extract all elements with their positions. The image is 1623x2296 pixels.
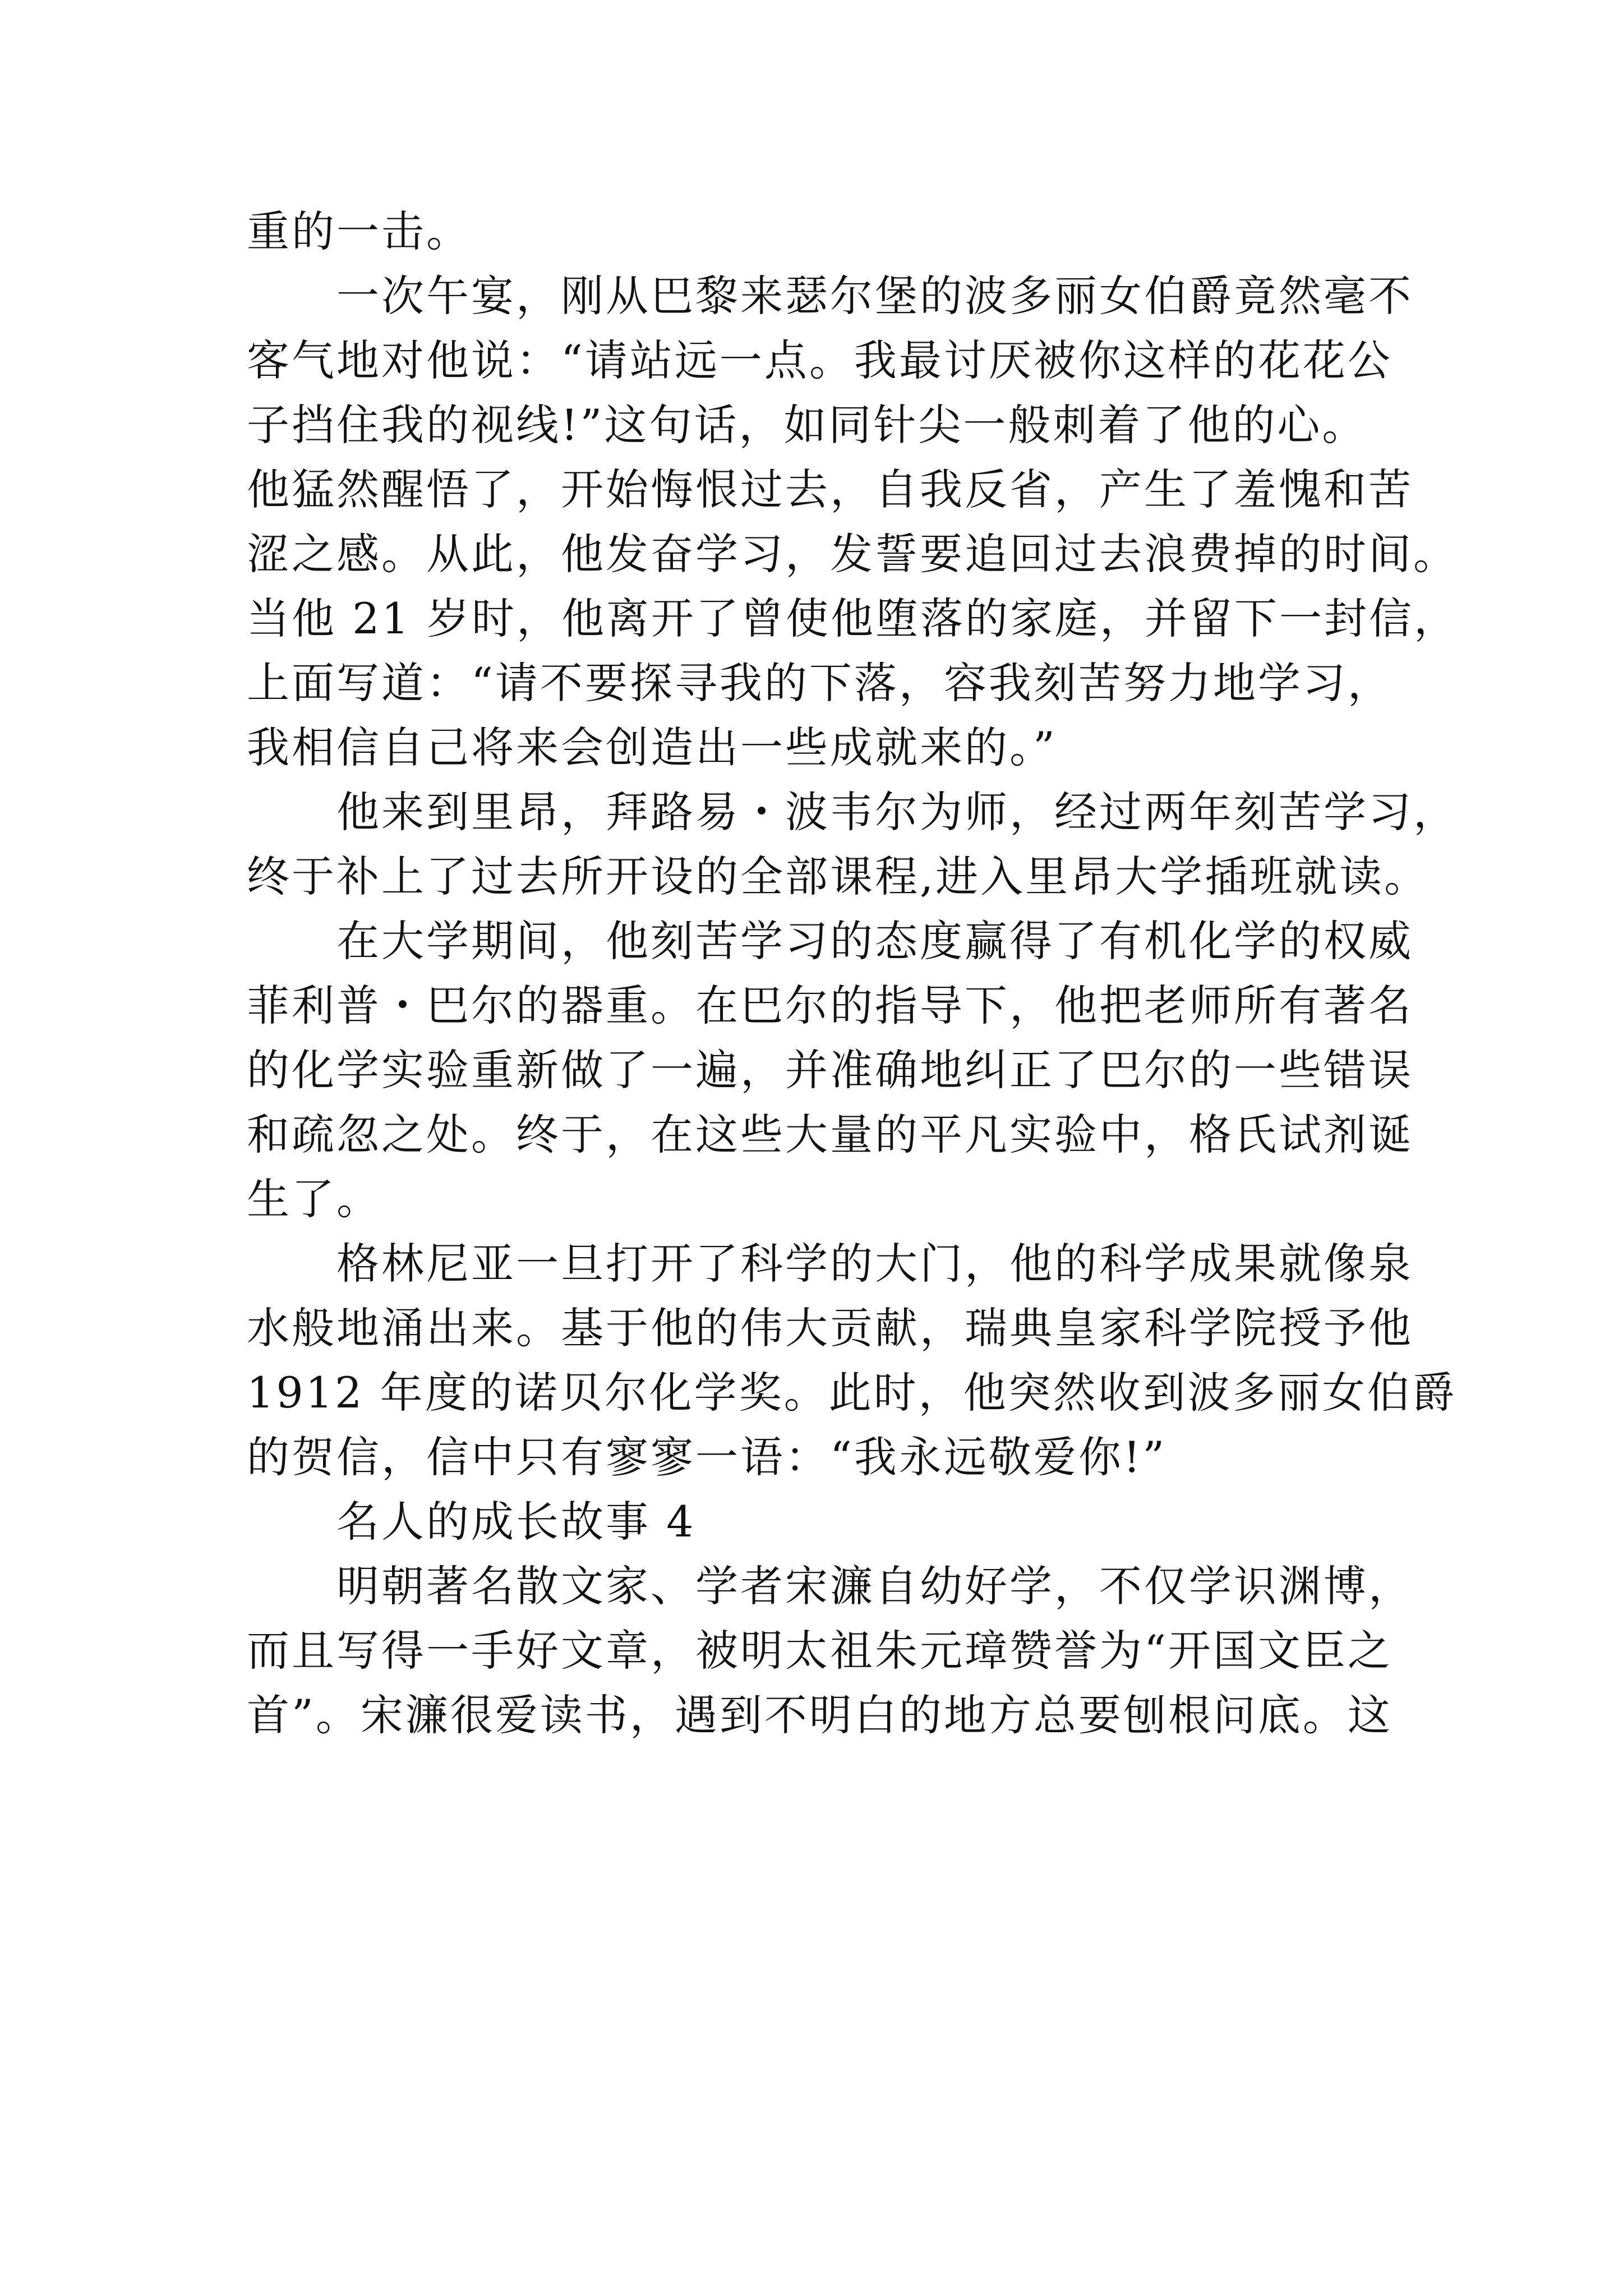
text-line: 他猛然醒悟了，开始悔恨过去，自我反省，产生了羞愧和苦 xyxy=(247,464,1413,514)
text-line: 格林尼亚一旦打开了科学的大门，他的科学成果就像泉 xyxy=(336,1239,1413,1289)
text-line: 终于补上了过去所开设的全部课程,进入里昂大学插班就读。 xyxy=(247,852,1430,901)
text-line: 上面写道：“请不要探寻我的下落，容我刻苦努力地学习， xyxy=(247,658,1393,708)
section-heading: 名人的成长故事 4 xyxy=(336,1497,696,1547)
body-text xyxy=(247,199,1459,1747)
text-line: 的化学实验重新做了一遍，并准确地纠正了巴尔的一些错误 xyxy=(247,1045,1413,1095)
text-line: 和疏忽之处。终于，在这些大量的平凡实验中，格氏试剂诞 xyxy=(247,1110,1413,1159)
text-line: 水般地涌出来。基于他的伟大贡献，瑞典皇家科学院授予他 xyxy=(247,1303,1413,1353)
text-line: 生了。 xyxy=(247,1174,381,1224)
text-line: 在大学期间，他刻苦学习的态度赢得了有机化学的权威 xyxy=(336,916,1413,966)
text-line: 而且写得一手好文章，被明太祖朱元璋赞誉为“开国文臣之 xyxy=(247,1626,1393,1676)
text-line: 的贺信，信中只有寥寥一语：“我永远敬爱你!” xyxy=(247,1432,1167,1482)
text-line: 重的一击。 xyxy=(247,206,471,256)
text-line: 1912 年度的诺贝尔化学奖。此时，他突然收到波多丽女伯爵 xyxy=(247,1368,1457,1418)
text-line: 首”。宋濂很爱读书，遇到不明白的地方总要刨根问底。这 xyxy=(247,1690,1393,1740)
text-line: 明朝著名散文家、学者宋濂自幼好学，不仅学识渊博， xyxy=(336,1561,1413,1611)
text-line: 一次午宴，刚从巴黎来瑟尔堡的波多丽女伯爵竟然毫不 xyxy=(336,271,1413,321)
text-line: 子挡住我的视线!”这句话，如同针尖一般刺着了他的心。 xyxy=(247,400,1367,450)
text-line: 我相信自己将来会创造出一些成就来的。” xyxy=(247,723,1057,772)
text-line: 他来到里昂，拜路易・波韦尔为师，经过两年刻苦学习， xyxy=(336,787,1458,837)
text-line: 涩之感。从此，他发奋学习，发誓要追回过去浪费掉的时间。 xyxy=(247,529,1458,579)
text-line: 菲利普・巴尔的器重。在巴尔的指导下，他把老师所有著名 xyxy=(247,981,1413,1030)
text-line: 当他 21 岁时，他离开了曾使他堕落的家庭，并留下一封信， xyxy=(247,593,1459,643)
text-line: 客气地对他说：“请站远一点。我最讨厌被你这样的花花公 xyxy=(247,335,1393,385)
